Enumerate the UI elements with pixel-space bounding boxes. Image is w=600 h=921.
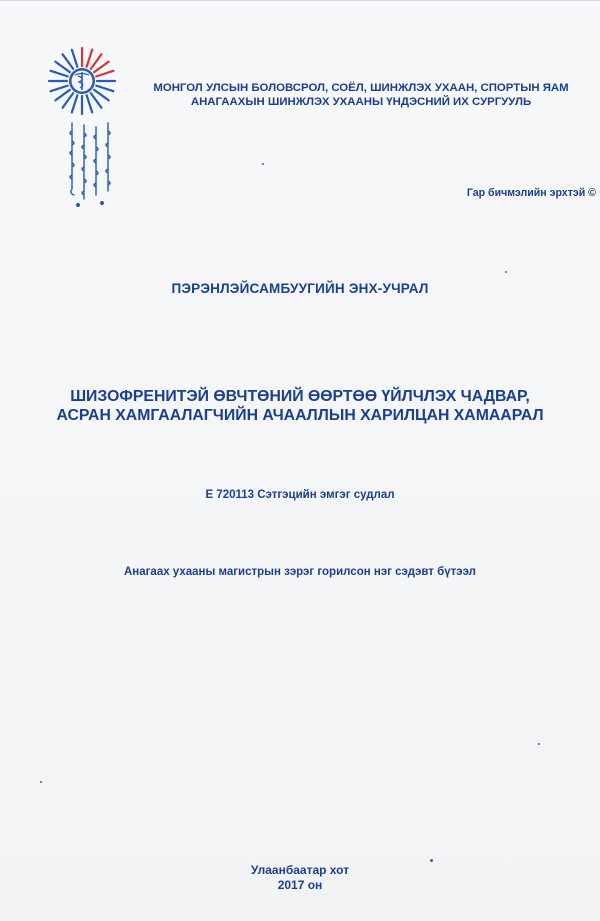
- place-and-year: [0, 863, 600, 893]
- thesis-title-line-2: АСРАН ХАМГААЛАГЧИЙН АЧААЛЛЫН ХАРИЛЦАН ХАМААРАЛ: [56, 407, 544, 424]
- copyright-notice: Гар бичмэлийн эрхтэй ©: [466, 187, 596, 199]
- ministry-line-1: МОНГОЛ УЛСЫН БОЛОВСРОЛ, СОЁЛ, ШИНЖЛЭХ УХААН, СПОРТЫН ЯАМ: [153, 82, 569, 94]
- mongolian-script-emblem: [64, 119, 120, 211]
- scan-speck: [538, 743, 540, 745]
- scan-speck: [505, 271, 507, 273]
- university-emblem-icon: [46, 45, 118, 117]
- ministry-line-2: АНАГААХЫН ШИНЖЛЭХ УХААНЫ ҮНДЭСНИЙ ИХ СУРГУУЛЬ: [190, 96, 532, 108]
- thesis-title: [20, 387, 580, 425]
- thesis-title-line-1: ШИЗОФРЕНИТЭЙ ӨВЧТӨНИЙ ӨӨРТӨӨ ҮЙЛЧЛЭХ ЧАДВАР,: [70, 388, 530, 405]
- scan-speck: [262, 163, 264, 165]
- scan-speck: [430, 859, 433, 862]
- scan-speck: [40, 781, 42, 783]
- ministry-header: [122, 81, 600, 109]
- degree-statement: Анагаах ухааны магистрын зэрэг горилсон нэг сэдэвт бүтээл: [123, 566, 476, 578]
- specialty-code: E 720113 Сэтгэцийн эмгэг судлал: [205, 489, 395, 501]
- author-name: ПЭРЭНЛЭЙСАМБУУГИЙН ЭНХ-УЧРАЛ: [171, 281, 429, 296]
- year-label: 2017 он: [277, 878, 323, 892]
- city-label: Улаанбаатар хот: [250, 863, 350, 877]
